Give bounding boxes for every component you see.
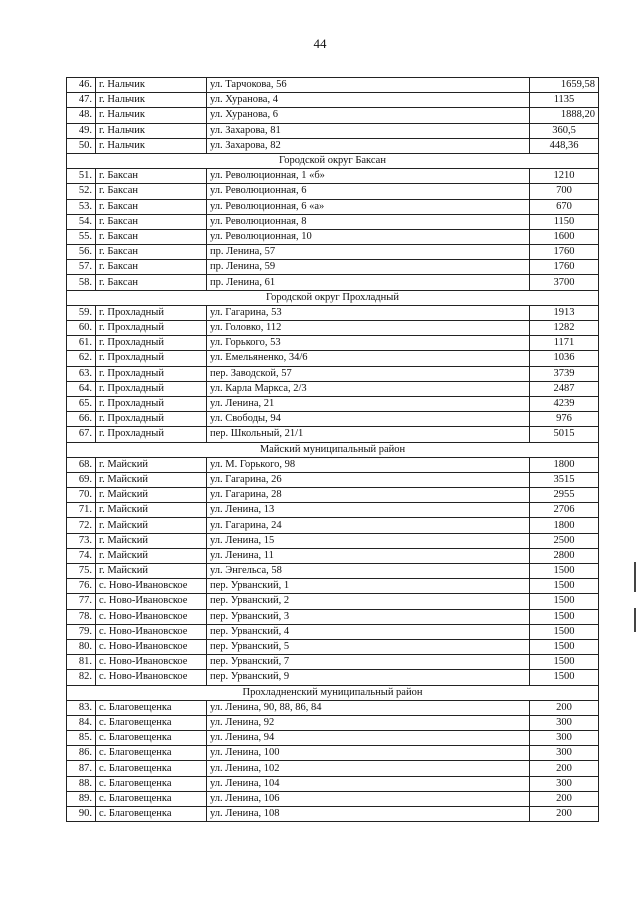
table-row [67, 169, 599, 184]
table-row [67, 138, 599, 153]
value-cell: 1760 [530, 260, 599, 275]
row-number: 47. [67, 93, 96, 108]
value-cell: 300 [530, 746, 599, 761]
row-number: 52. [67, 184, 96, 199]
value-cell: 1800 [530, 457, 599, 472]
address-cell: ул. Ленина, 102 [207, 761, 530, 776]
row-number: 65. [67, 396, 96, 411]
row-number: 90. [67, 807, 96, 822]
value-cell: 200 [530, 761, 599, 776]
address-cell: ул. Революционная, 8 [207, 214, 530, 229]
address-cell: пр. Ленина, 61 [207, 275, 530, 290]
value-cell: 1888,20 [530, 108, 599, 123]
margin-scan-mark [634, 608, 636, 632]
address-cell: ул. Революционная, 10 [207, 229, 530, 244]
address-table [66, 77, 599, 822]
locality-cell: с. Ново-Ивановское [96, 579, 207, 594]
table-row [67, 412, 599, 427]
table-row [67, 457, 599, 472]
page-number: 44 [313, 36, 327, 51]
value-cell: 360,5 [530, 123, 599, 138]
address-cell: ул. Захарова, 81 [207, 123, 530, 138]
locality-cell: г. Майский [96, 503, 207, 518]
address-cell: ул. Ленина, 92 [207, 715, 530, 730]
row-number: 62. [67, 351, 96, 366]
value-cell: 2500 [530, 533, 599, 548]
address-cell: ул. Ленина, 106 [207, 791, 530, 806]
table-row [67, 579, 599, 594]
value-cell: 1135 [530, 93, 599, 108]
table-row [67, 321, 599, 336]
table-row [67, 336, 599, 351]
table-row [67, 624, 599, 639]
value-cell: 1500 [530, 594, 599, 609]
address-cell: ул. Карла Маркса, 2/3 [207, 381, 530, 396]
value-cell: 2800 [530, 548, 599, 563]
address-cell: пер. Урванский, 9 [207, 670, 530, 685]
section-title: Городской округ Прохладный [67, 290, 599, 305]
locality-cell: г. Майский [96, 564, 207, 579]
address-cell: ул. Гагарина, 28 [207, 488, 530, 503]
value-cell: 1500 [530, 564, 599, 579]
locality-cell: г. Прохладный [96, 366, 207, 381]
table-row [67, 639, 599, 654]
address-cell: ул. Ленина, 100 [207, 746, 530, 761]
row-number: 88. [67, 776, 96, 791]
value-cell: 976 [530, 412, 599, 427]
row-number: 80. [67, 639, 96, 654]
table-row [67, 184, 599, 199]
value-cell: 3700 [530, 275, 599, 290]
locality-cell: г. Майский [96, 472, 207, 487]
value-cell: 1500 [530, 639, 599, 654]
locality-cell: г. Майский [96, 533, 207, 548]
address-cell: ул. Горького, 53 [207, 336, 530, 351]
value-cell: 1500 [530, 670, 599, 685]
row-number: 82. [67, 670, 96, 685]
locality-cell: г. Майский [96, 548, 207, 563]
row-number: 60. [67, 321, 96, 336]
table-row [67, 366, 599, 381]
row-number: 78. [67, 609, 96, 624]
value-cell: 200 [530, 791, 599, 806]
section-header-row [67, 290, 599, 305]
value-cell: 4239 [530, 396, 599, 411]
locality-cell: с. Ново-Ивановское [96, 594, 207, 609]
value-cell: 700 [530, 184, 599, 199]
address-cell: ул. Революционная, 1 «б» [207, 169, 530, 184]
table-row [67, 108, 599, 123]
locality-cell: г. Майский [96, 457, 207, 472]
locality-cell: г. Прохладный [96, 396, 207, 411]
margin-scan-mark [634, 562, 636, 592]
value-cell: 1171 [530, 336, 599, 351]
address-cell: пер. Заводской, 57 [207, 366, 530, 381]
row-number: 76. [67, 579, 96, 594]
locality-cell: с. Ново-Ивановское [96, 670, 207, 685]
table-row [67, 472, 599, 487]
value-cell: 1210 [530, 169, 599, 184]
value-cell: 1500 [530, 624, 599, 639]
locality-cell: с. Ново-Ивановское [96, 624, 207, 639]
address-cell: ул. Ленина, 15 [207, 533, 530, 548]
table-row [67, 533, 599, 548]
locality-cell: г. Прохладный [96, 336, 207, 351]
value-cell: 1282 [530, 321, 599, 336]
value-cell: 5015 [530, 427, 599, 442]
locality-cell: г. Баксан [96, 169, 207, 184]
address-table-body [67, 78, 599, 822]
locality-cell: с. Благовещенка [96, 700, 207, 715]
table-row [67, 503, 599, 518]
section-title: Майский муниципальный район [67, 442, 599, 457]
value-cell: 1913 [530, 305, 599, 320]
locality-cell: г. Майский [96, 518, 207, 533]
table-row [67, 93, 599, 108]
table-row [67, 564, 599, 579]
row-number: 85. [67, 731, 96, 746]
row-number: 66. [67, 412, 96, 427]
address-cell: ул. Хуранова, 4 [207, 93, 530, 108]
address-cell: ул. Гагарина, 26 [207, 472, 530, 487]
table-row [67, 78, 599, 93]
locality-cell: с. Благовещенка [96, 807, 207, 822]
address-cell: ул. Ленина, 11 [207, 548, 530, 563]
locality-cell: г. Прохладный [96, 321, 207, 336]
row-number: 72. [67, 518, 96, 533]
value-cell: 2955 [530, 488, 599, 503]
value-cell: 200 [530, 700, 599, 715]
section-header-row [67, 685, 599, 700]
table-row [67, 776, 599, 791]
address-cell: ул. Революционная, 6 «а» [207, 199, 530, 214]
value-cell: 2487 [530, 381, 599, 396]
table-row [67, 305, 599, 320]
row-number: 56. [67, 245, 96, 260]
address-cell: ул. Свободы, 94 [207, 412, 530, 427]
locality-cell: г. Прохладный [96, 305, 207, 320]
table-row [67, 245, 599, 260]
address-cell: ул. Ленина, 13 [207, 503, 530, 518]
address-cell: ул. Ленина, 94 [207, 731, 530, 746]
locality-cell: г. Прохладный [96, 412, 207, 427]
locality-cell: с. Благовещенка [96, 791, 207, 806]
table-row [67, 807, 599, 822]
locality-cell: г. Нальчик [96, 78, 207, 93]
value-cell: 3739 [530, 366, 599, 381]
address-cell: ул. Ленина, 108 [207, 807, 530, 822]
address-cell: ул. Ленина, 21 [207, 396, 530, 411]
table-row [67, 746, 599, 761]
row-number: 54. [67, 214, 96, 229]
section-header-row [67, 442, 599, 457]
locality-cell: г. Баксан [96, 229, 207, 244]
table-row [67, 609, 599, 624]
address-cell: пер. Школьный, 21/1 [207, 427, 530, 442]
address-cell: пер. Урванский, 5 [207, 639, 530, 654]
table-row [67, 427, 599, 442]
row-number: 58. [67, 275, 96, 290]
locality-cell: г. Баксан [96, 245, 207, 260]
value-cell: 670 [530, 199, 599, 214]
table-row [67, 670, 599, 685]
locality-cell: г. Майский [96, 488, 207, 503]
table-row [67, 396, 599, 411]
address-cell: ул. Ленина, 104 [207, 776, 530, 791]
row-number: 63. [67, 366, 96, 381]
locality-cell: г. Прохладный [96, 427, 207, 442]
section-title: Городской округ Баксан [67, 153, 599, 168]
address-cell: ул. Головко, 112 [207, 321, 530, 336]
address-cell: ул. Гагарина, 53 [207, 305, 530, 320]
row-number: 57. [67, 260, 96, 275]
value-cell: 2706 [530, 503, 599, 518]
address-cell: ул. Ленина, 90, 88, 86, 84 [207, 700, 530, 715]
row-number: 73. [67, 533, 96, 548]
table-row [67, 275, 599, 290]
value-cell: 1500 [530, 579, 599, 594]
locality-cell: г. Баксан [96, 214, 207, 229]
table-row [67, 761, 599, 776]
locality-cell: г. Прохладный [96, 381, 207, 396]
locality-cell: г. Баксан [96, 260, 207, 275]
table-row [67, 199, 599, 214]
row-number: 84. [67, 715, 96, 730]
locality-cell: г. Нальчик [96, 138, 207, 153]
row-number: 81. [67, 655, 96, 670]
row-number: 79. [67, 624, 96, 639]
value-cell: 300 [530, 731, 599, 746]
row-number: 70. [67, 488, 96, 503]
row-number: 48. [67, 108, 96, 123]
locality-cell: с. Ново-Ивановское [96, 655, 207, 670]
locality-cell: с. Ново-Ивановское [96, 639, 207, 654]
row-number: 49. [67, 123, 96, 138]
row-number: 83. [67, 700, 96, 715]
address-cell: ул. Гагарина, 24 [207, 518, 530, 533]
row-number: 53. [67, 199, 96, 214]
locality-cell: с. Благовещенка [96, 715, 207, 730]
row-number: 77. [67, 594, 96, 609]
table-row [67, 381, 599, 396]
locality-cell: с. Благовещенка [96, 731, 207, 746]
table-row [67, 260, 599, 275]
locality-cell: с. Благовещенка [96, 746, 207, 761]
value-cell: 1500 [530, 655, 599, 670]
address-cell: ул. Хуранова, 6 [207, 108, 530, 123]
locality-cell: г. Нальчик [96, 123, 207, 138]
value-cell: 1659,58 [530, 78, 599, 93]
table-row [67, 123, 599, 138]
value-cell: 1800 [530, 518, 599, 533]
locality-cell: г. Нальчик [96, 93, 207, 108]
table-row [67, 700, 599, 715]
table-row [67, 715, 599, 730]
value-cell: 200 [530, 807, 599, 822]
address-cell: пер. Урванский, 4 [207, 624, 530, 639]
row-number: 69. [67, 472, 96, 487]
locality-cell: г. Баксан [96, 184, 207, 199]
value-cell: 1760 [530, 245, 599, 260]
table-row [67, 594, 599, 609]
locality-cell: г. Прохладный [96, 351, 207, 366]
table-row [67, 655, 599, 670]
table-row [67, 214, 599, 229]
row-number: 87. [67, 761, 96, 776]
row-number: 59. [67, 305, 96, 320]
address-cell: ул. Захарова, 82 [207, 138, 530, 153]
locality-cell: с. Благовещенка [96, 761, 207, 776]
table-row [67, 229, 599, 244]
value-cell: 1600 [530, 229, 599, 244]
value-cell: 300 [530, 715, 599, 730]
row-number: 71. [67, 503, 96, 518]
value-cell: 300 [530, 776, 599, 791]
table-row [67, 548, 599, 563]
row-number: 74. [67, 548, 96, 563]
address-cell: ул. Емельяненко, 34/6 [207, 351, 530, 366]
address-cell: пер. Урванский, 3 [207, 609, 530, 624]
locality-cell: г. Баксан [96, 275, 207, 290]
value-cell: 1150 [530, 214, 599, 229]
address-cell: пер. Урванский, 7 [207, 655, 530, 670]
locality-cell: г. Нальчик [96, 108, 207, 123]
table-row [67, 791, 599, 806]
locality-cell: с. Ново-Ивановское [96, 609, 207, 624]
value-cell: 1500 [530, 609, 599, 624]
row-number: 50. [67, 138, 96, 153]
address-cell: пр. Ленина, 57 [207, 245, 530, 260]
address-cell: ул. Энгельса, 58 [207, 564, 530, 579]
row-number: 68. [67, 457, 96, 472]
row-number: 67. [67, 427, 96, 442]
table-row [67, 731, 599, 746]
locality-cell: г. Баксан [96, 199, 207, 214]
row-number: 75. [67, 564, 96, 579]
section-header-row [67, 153, 599, 168]
address-cell: пр. Ленина, 59 [207, 260, 530, 275]
address-cell: ул. М. Горького, 98 [207, 457, 530, 472]
row-number: 55. [67, 229, 96, 244]
table-row [67, 488, 599, 503]
row-number: 51. [67, 169, 96, 184]
row-number: 46. [67, 78, 96, 93]
locality-cell: с. Благовещенка [96, 776, 207, 791]
address-cell: пер. Урванский, 2 [207, 594, 530, 609]
row-number: 64. [67, 381, 96, 396]
table-row [67, 518, 599, 533]
value-cell: 448,36 [530, 138, 599, 153]
value-cell: 3515 [530, 472, 599, 487]
address-cell: ул. Тарчокова, 56 [207, 78, 530, 93]
row-number: 61. [67, 336, 96, 351]
section-title: Прохладненский муниципальный район [67, 685, 599, 700]
address-cell: ул. Революционная, 6 [207, 184, 530, 199]
value-cell: 1036 [530, 351, 599, 366]
row-number: 86. [67, 746, 96, 761]
address-cell: пер. Урванский, 1 [207, 579, 530, 594]
row-number: 89. [67, 791, 96, 806]
table-row [67, 351, 599, 366]
